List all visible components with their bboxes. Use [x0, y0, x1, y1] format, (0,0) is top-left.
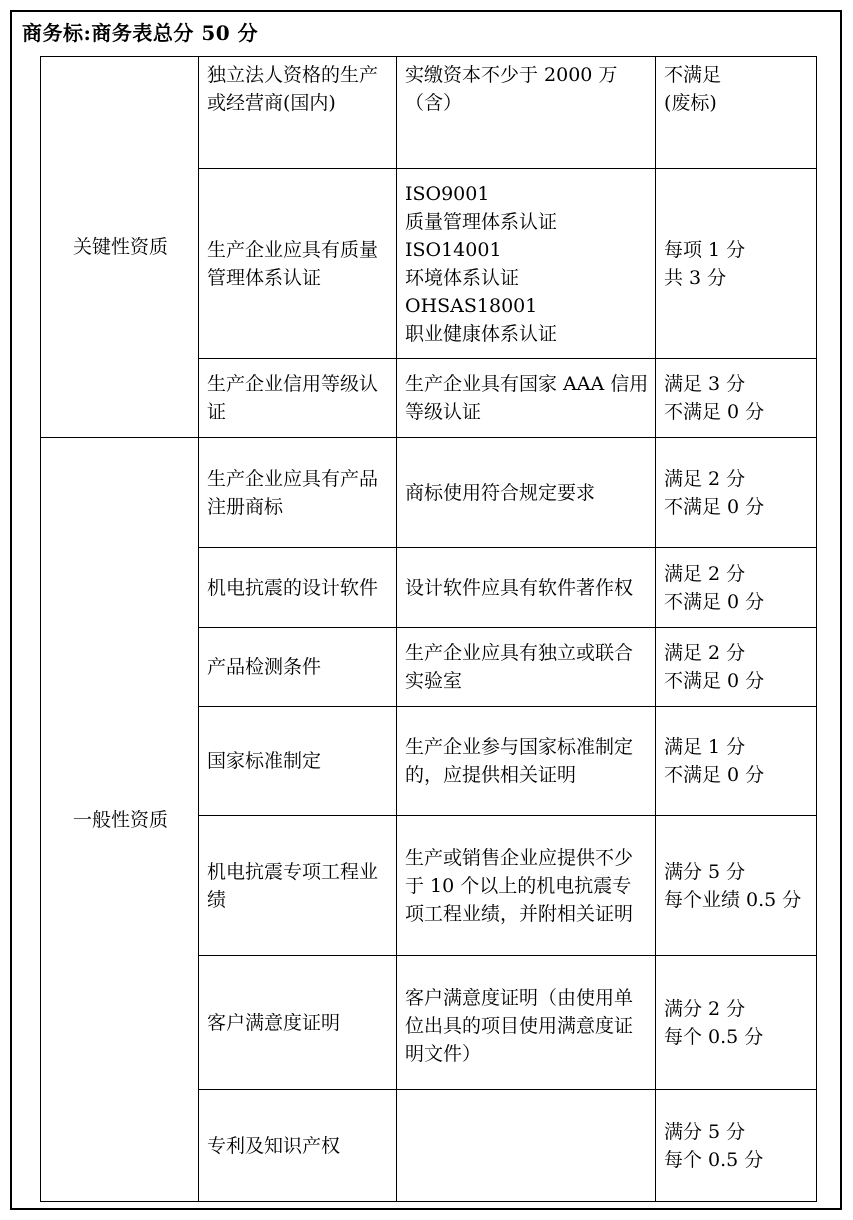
item-cell: 机电抗震的设计软件	[199, 548, 397, 628]
requirement-cell: 生产或销售企业应提供不少于 10 个以上的机电抗震专项工程业绩，并附相关证明	[397, 816, 656, 956]
item-cell: 生产企业应具有质量管理体系认证	[199, 169, 397, 359]
item-cell: 独立法人资格的生产或经营商(国内)	[199, 57, 397, 169]
score-cell: 满足 2 分 不满足 0 分	[656, 438, 817, 548]
section-title: 商务标:商务表总分 50 分	[22, 21, 259, 45]
requirement-cell	[397, 1090, 656, 1202]
score-cell: 不满足 (废标)	[656, 57, 817, 169]
table-row	[41, 438, 817, 548]
score-cell: 满足 2 分 不满足 0 分	[656, 548, 817, 628]
requirement-cell: ISO9001 质量管理体系认证 ISO14001 环境体系认证 OHSAS18001 职业健康体系认证	[397, 169, 656, 359]
score-cell: 满分 2 分 每个 0.5 分	[656, 956, 817, 1090]
item-cell: 产品检测条件	[199, 628, 397, 707]
score-cell: 每项 1 分 共 3 分	[656, 169, 817, 359]
item-cell: 机电抗震专项工程业绩	[199, 816, 397, 956]
requirement-cell: 设计软件应具有软件著作权	[397, 548, 656, 628]
item-cell: 专利及知识产权	[199, 1090, 397, 1202]
score-cell: 满分 5 分 每个业绩 0.5 分	[656, 816, 817, 956]
requirement-cell: 实缴资本不少于 2000 万（含）	[397, 57, 656, 169]
requirement-cell: 客户满意度证明（由使用单位出具的项目使用满意度证明文件）	[397, 956, 656, 1090]
item-cell: 客户满意度证明	[199, 956, 397, 1090]
score-cell: 满足 3 分 不满足 0 分	[656, 359, 817, 438]
category-cell-general: 一般性资质	[41, 438, 199, 1202]
requirement-cell: 商标使用符合规定要求	[397, 438, 656, 548]
score-cell: 满足 1 分 不满足 0 分	[656, 707, 817, 816]
score-cell: 满足 2 分 不满足 0 分	[656, 628, 817, 707]
item-cell: 国家标准制定	[199, 707, 397, 816]
table-row	[41, 57, 817, 169]
scoring-table	[40, 56, 817, 1202]
requirement-cell: 生产企业参与国家标准制定的，应提供相关证明	[397, 707, 656, 816]
score-cell: 满分 5 分 每个 0.5 分	[656, 1090, 817, 1202]
category-cell-key: 关键性资质	[41, 57, 199, 438]
requirement-cell: 生产企业具有国家 AAA 信用等级认证	[397, 359, 656, 438]
item-cell: 生产企业应具有产品注册商标	[199, 438, 397, 548]
item-cell: 生产企业信用等级认证	[199, 359, 397, 438]
requirement-cell: 生产企业应具有独立或联合实验室	[397, 628, 656, 707]
